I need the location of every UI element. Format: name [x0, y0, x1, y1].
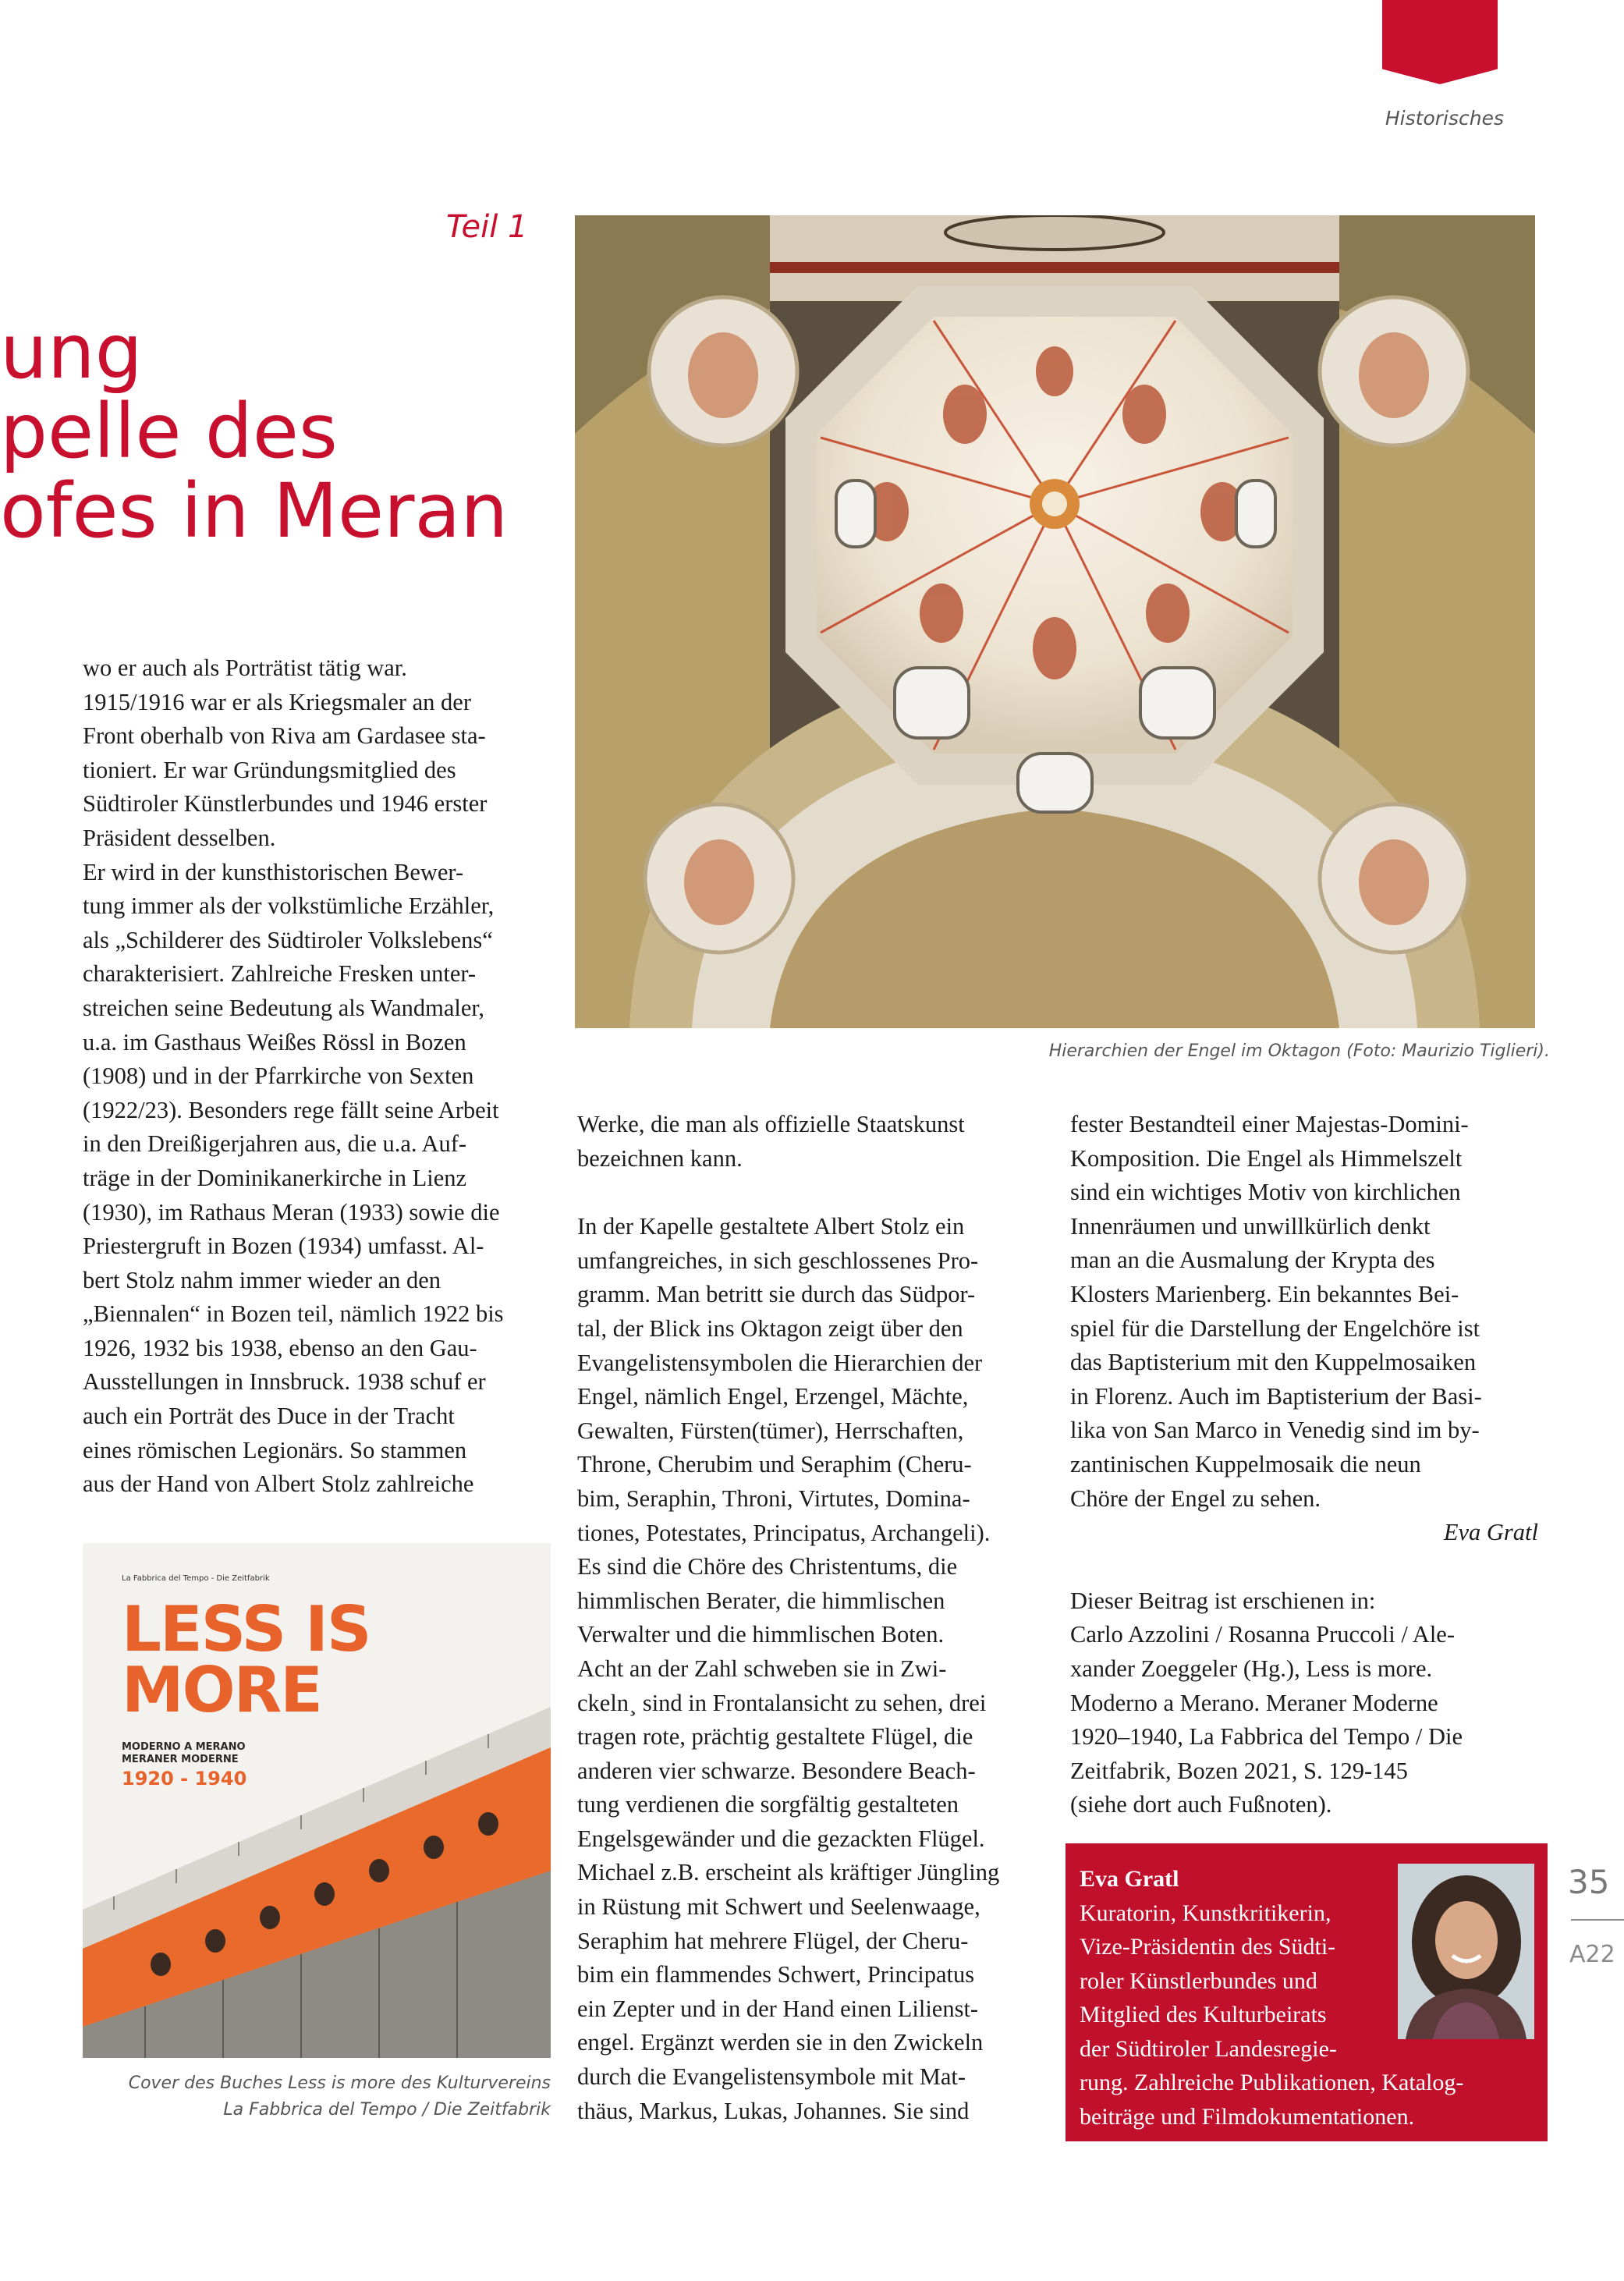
headline-line: ung	[0, 308, 143, 396]
text-line: Engel, nämlich Engel, Erzengel, Mächte,	[577, 1383, 969, 1410]
text-line: durch die Evangelistensymbole mit Mat-	[577, 2063, 966, 2091]
text-line: Er wird in der kunsthistorischen Bewer-	[83, 858, 464, 885]
headline-line: ofes in Meran	[0, 467, 509, 555]
bio-line: beiträge und Filmdokumentationen.	[1080, 2103, 1415, 2130]
book-subtitle-line: MERANER MODERNE	[122, 1754, 239, 1765]
book-cover	[83, 1543, 551, 2058]
bio-line: roler Künstlerbundes und	[1080, 1967, 1317, 1994]
text-line: ckeln¸ sind in Frontalansicht zu sehen, drei	[577, 1689, 987, 1716]
book-caption	[83, 2070, 551, 2123]
author-bio-box	[1066, 1843, 1548, 2141]
text-line: Carlo Azzolini / Rosanna Pruccoli / Ale-	[1070, 1621, 1455, 1648]
text-line: bert Stolz nahm immer wieder an den	[83, 1266, 441, 1293]
text-line: in den Dreißigerjahren aus, die u.a. Auf-	[83, 1130, 467, 1158]
text-line: gramm. Man betritt sie durch das Südpor-	[577, 1281, 976, 1308]
text-line: ein Zepter und in der Hand einen Lilienst-	[577, 1995, 979, 2022]
author-signature: Eva Gratl	[1443, 1519, 1538, 1546]
bio-line: Kuratorin, Kunstkritikerin,	[1080, 1900, 1331, 1926]
text-line: Chöre der Engel zu sehen.	[1070, 1485, 1321, 1512]
text-line: Gewalten, Fürsten(tümer), Herrschaften,	[577, 1417, 964, 1444]
text-line: aus der Hand von Albert Stolz zahlreiche	[83, 1470, 474, 1498]
text-line: träge in der Dominikanerkirche in Lienz	[83, 1164, 467, 1191]
bio-line: der Südtiroler Landesregie-	[1080, 2035, 1337, 2062]
text-line: Dieser Beitrag ist erschienen in:	[1070, 1587, 1376, 1614]
text-line: xander Zoeggeler (Hg.), Less is more.	[1070, 1655, 1433, 1682]
text-line: bim ein flammendes Schwert, Principatus	[577, 1961, 975, 1988]
text-line: tioniert. Er war Gründungsmitglied des	[83, 756, 456, 783]
text-line: „Biennalen“ in Bozen teil, nämlich 1922 bis	[83, 1300, 504, 1328]
paragraph	[577, 1210, 1045, 2128]
text-line: u.a. im Gasthaus Weißes Rössl in Bozen	[83, 1028, 466, 1055]
text-column-2	[577, 1108, 1045, 2128]
text-line: bim, Seraphin, Throni, Virtutes, Domina-	[577, 1485, 970, 1512]
dome-caption: Hierarchien der Engel im Oktagon (Foto: Maurizio Tiglieri).	[1048, 1041, 1550, 1061]
book-years: 1920 - 1940	[122, 1768, 247, 1790]
headline	[0, 308, 509, 555]
book-subtitle	[122, 1741, 246, 1766]
text-line: charakterisiert. Zahlreiche Fresken unter-	[83, 960, 477, 988]
text-line: 1926, 1932 bis 1938, ebenso an den Gau-	[83, 1334, 477, 1361]
caption-line: Cover des Buches Less is more des Kulturvereins	[128, 2073, 551, 2093]
section-tab	[1382, 0, 1498, 84]
book-title	[122, 1593, 371, 1726]
bio-line: Vize-Präsidentin des Südti-	[1080, 1934, 1336, 1960]
bio-line: Mitglied des Kulturbeirats	[1080, 2002, 1327, 2027]
text-line: das Baptisterium mit den Kuppelmosaiken	[1070, 1349, 1477, 1376]
text-line: 1915/1916 war er als Kriegsmaler an der	[83, 688, 471, 715]
text-line: Südtiroler Künstlerbundes und 1946 erster	[83, 790, 488, 818]
text-line: (1922/23). Besonders rege fällt seine Arbeit	[83, 1096, 499, 1123]
text-line: sind ein wichtiges Motiv von kirchlichen	[1070, 1179, 1461, 1206]
text-line: Michael z.B. erscheint als kräftiger Jüngling	[577, 1859, 1000, 1886]
page-number: 35	[1568, 1863, 1610, 1901]
text-line: Komposition. Die Engel als Himmelszelt	[1070, 1144, 1463, 1172]
text-line: 1920–1940, La Fabbrica del Tempo / Die	[1070, 1723, 1463, 1751]
text-line: Throne, Cherubim und Seraphim (Cheru-	[577, 1451, 972, 1478]
text-line: zantinischen Kuppelmosaik die neun	[1070, 1450, 1421, 1478]
headline-line: pelle des	[0, 388, 338, 475]
author-name: Eva Gratl	[1080, 1866, 1179, 1892]
text-line: in Florenz. Auch im Baptisterium der Basi-	[1070, 1382, 1482, 1410]
paragraph	[1070, 1584, 1538, 1822]
text-line: anderen vier schwarze. Besondere Beach-	[577, 1757, 976, 1784]
text-line: Ausstellungen in Innsbruck. 1938 schuf er	[83, 1368, 486, 1396]
text-line: auch ein Porträt des Duce in der Tracht	[83, 1403, 455, 1430]
text-line: himmlischen Berater, die himmlischen	[577, 1587, 945, 1614]
paragraph	[83, 651, 551, 1502]
text-column-3	[1070, 1108, 1538, 1822]
text-line: Engelsgewänder und die gezackten Flügel.	[577, 1825, 985, 1852]
caption-line: La Fabbrica del Tempo / Die Zeitfabrik	[223, 2100, 551, 2120]
text-line: Seraphim hat mehrere Flügel, der Cheru-	[577, 1927, 969, 1954]
dome-photo	[575, 215, 1535, 1028]
text-line: tragen rote, prächtig gestaltete Flügel, die	[577, 1723, 973, 1751]
text-line: Innenräumen und unwillkürlich denkt	[1070, 1212, 1431, 1240]
text-column-1	[83, 651, 551, 1502]
paragraph	[577, 1108, 1045, 1176]
text-line: Werke, die man als offizielle Staatskunst	[577, 1111, 965, 1137]
text-line: Evangelistensymbolen die Hierarchien der	[577, 1349, 983, 1376]
text-line: tung immer als der volkstümliche Erzähler,	[83, 892, 495, 920]
text-line: Front oberhalb von Riva am Gardasee sta-	[83, 722, 486, 750]
book-publisher: La Fabbrica del Tempo - Die Zeitfabrik	[122, 1574, 270, 1583]
text-line: umfangreiches, in sich geschlossenes Pro-	[577, 1247, 979, 1274]
text-line: Präsident desselben.	[83, 824, 276, 851]
section-label: Historisches	[1385, 107, 1504, 129]
text-line: man an die Ausmalung der Krypta des	[1070, 1247, 1435, 1274]
text-line: Priestergruft in Bozen (1934) umfasst. Al-	[83, 1233, 484, 1260]
text-line: thäus, Markus, Lukas, Johannes. Sie sind	[577, 2097, 970, 2124]
text-line: Zeitfabrik, Bozen 2021, S. 129-145	[1070, 1757, 1408, 1784]
text-line: wo er auch als Porträtist tätig war.	[83, 655, 407, 681]
book-subtitle-line: MODERNO A MERANO	[122, 1741, 246, 1753]
text-line: Verwalter und die himmlischen Boten.	[577, 1621, 945, 1648]
text-line: in Rüstung mit Schwert und Seelenwaage,	[577, 1893, 980, 1921]
text-line: Moderno a Merano. Meraner Moderne	[1070, 1689, 1438, 1716]
text-line: als „Schilderer des Südtiroler Volkslebens“	[83, 926, 493, 953]
paragraph	[1070, 1108, 1538, 1516]
text-line: spiel für die Darstellung der Engelchöre ist	[1070, 1314, 1480, 1342]
text-line: In der Kapelle gestaltete Albert Stolz ein	[577, 1213, 965, 1240]
text-line: Es sind die Chöre des Christentums, die	[577, 1553, 958, 1580]
page-divider	[1571, 1919, 1624, 1921]
text-line: (1930), im Rathaus Meran (1933) sowie die	[83, 1198, 500, 1226]
text-line: streichen seine Bedeutung als Wandmaler,	[83, 994, 484, 1021]
text-line: Klosters Marienberg. Ein bekanntes Bei-	[1070, 1280, 1459, 1307]
text-line: tiones, Potestates, Principatus, Archangeli).	[577, 1519, 991, 1546]
text-line: eines römischen Legionärs. So stammen	[83, 1436, 467, 1463]
text-line: (1908) und in der Pfarrkirche von Sexten	[83, 1062, 474, 1090]
book-title-line: MORE	[122, 1654, 321, 1726]
text-line: lika von San Marco in Venedig sind im by-	[1070, 1417, 1480, 1444]
text-line: engel. Ergänzt werden sie in den Zwickeln	[577, 2029, 984, 2056]
text-line: Acht an der Zahl schweben sie in Zwi-	[577, 1655, 947, 1682]
author-bio-text	[1080, 1862, 1532, 2134]
text-line: (siehe dort auch Fußnoten).	[1070, 1791, 1332, 1818]
text-line: bezeichnen kann.	[577, 1144, 743, 1172]
part-label: Teil 1	[446, 209, 528, 245]
text-line: tal, der Blick ins Oktagon zeigt über den	[577, 1314, 963, 1342]
text-line: fester Bestandteil einer Majestas-Domini-	[1070, 1111, 1469, 1137]
bio-line: rung. Zahlreiche Publikationen, Katalog-	[1080, 2070, 1464, 2095]
page-code: A22	[1569, 1941, 1615, 1968]
text-line: tung verdienen die sorgfältig gestalteten	[577, 1791, 959, 1818]
book-title-line: LESS IS	[122, 1593, 371, 1666]
